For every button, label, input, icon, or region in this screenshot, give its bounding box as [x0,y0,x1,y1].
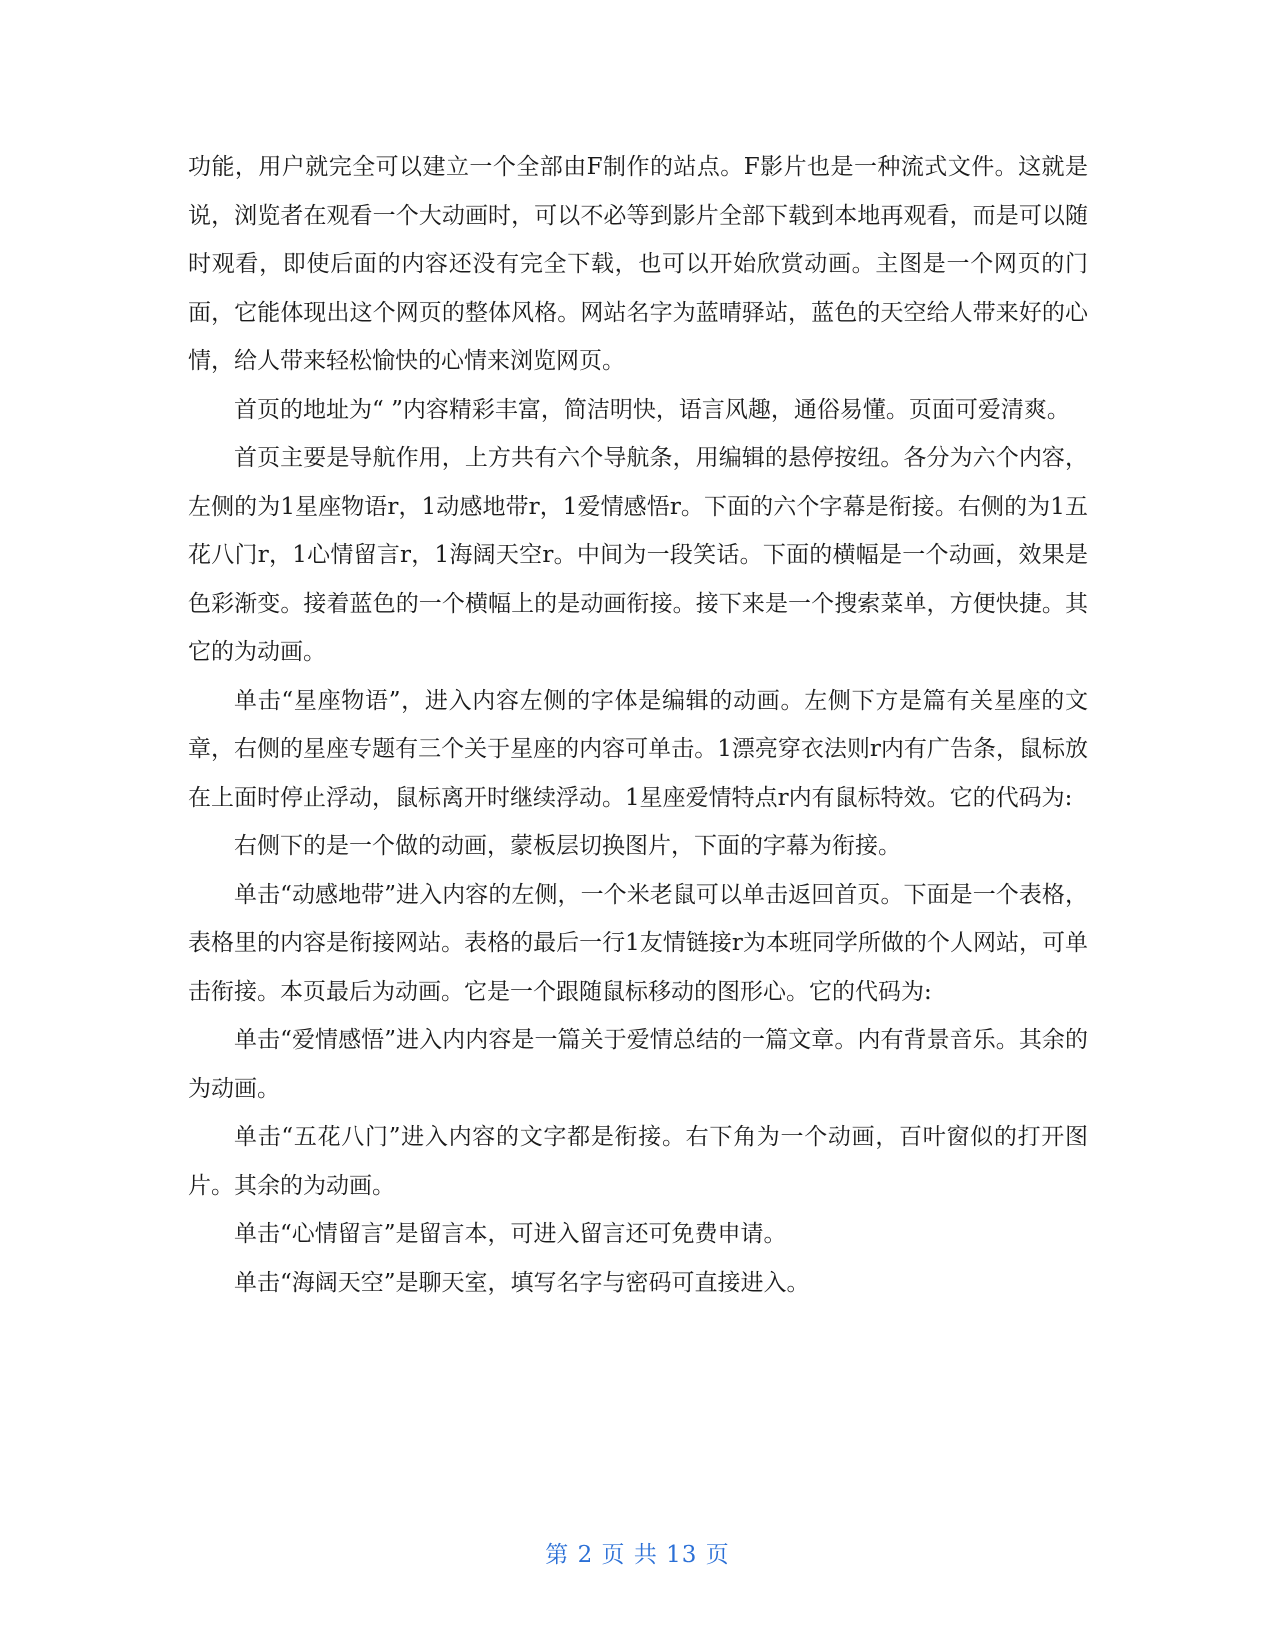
paragraph: 首页主要是导航作用，上方共有六个导航条，用编辑的悬停按纽。各分为六个内容，左侧的为1星座物语r，1动感地带r，1爱情感悟r。下面的六个字幕是衔接。右侧的为1五花八门r，1心情留言r，1海阔天空r。中间为一段笑话。下面的横幅是一个动画，效果是色彩渐变。接着蓝色的一个横幅上的是动画衔接。接下来是一个搜索菜单，方便快捷。其它的为动画。 [188,445,1088,665]
page-number-footer: 第 2 页 共 13 页 [545,1542,730,1568]
paragraph: 单击“心情留言”是留言本，可进入留言还可免费申请。 [234,1221,787,1247]
document-body [188,143,1088,1307]
paragraph: 单击“爱情感悟”进入内内容是一篇关于爱情总结的一篇文章。内有背景音乐。其余的为动画。 [188,1027,1088,1102]
paragraph: 单击“海阔天空”是聊天室，填写名字与密码可直接进入。 [234,1269,810,1296]
paragraph: 单击“星座物语”，进入内容左侧的字体是编辑的动画。左侧下方是篇有关星座的文章，右侧的星座专题有三个关于星座的内容可单击。1漂亮穿衣法则r内有广告条，鼠标放在上面时停止浮动，鼠标离开时继续浮动。1星座爱情特点r内有鼠标特效。它的代码为: [188,687,1088,811]
paragraph: 首页的地址为“ ”内容精彩丰富，简洁明快，语言风趣，通俗易懂。页面可爱清爽。 [234,396,1070,423]
paragraph: 单击“动感地带”进入内容的左侧，一个米老鼠可以单击返回首页。下面是一个表格，表格里的内容是衔接网站。表格的最后一行1友情链接r为本班同学所做的个人网站，可单击衔接。本页最后为动画。它是一个跟随鼠标移动的图形心。它的代码为: [188,881,1088,1005]
paragraph: 功能，用户就完全可以建立一个全部由F制作的站点。F影片也是一种流式文件。这就是说，浏览者在观看一个大动画时，可以不必等到影片全部下载到本地再观看，而是可以随时观看，即使后面的内容还没有完全下载，也可以开始欣赏动画。主图是一个网页的门面，它能体现出这个网页的整体风格。网站名字为蓝晴驿站，蓝色的天空给人带来好的心情，给人带来轻松愉快的心情来浏览网页。 [188,154,1088,374]
paragraph: 右侧下的是一个做的动画，蒙板层切换图片，下面的字幕为衔接。 [234,833,901,859]
paragraph: 单击“五花八门”进入内容的文字都是衔接。右下角为一个动画，百叶窗似的打开图片。其余的为动画。 [188,1124,1088,1199]
